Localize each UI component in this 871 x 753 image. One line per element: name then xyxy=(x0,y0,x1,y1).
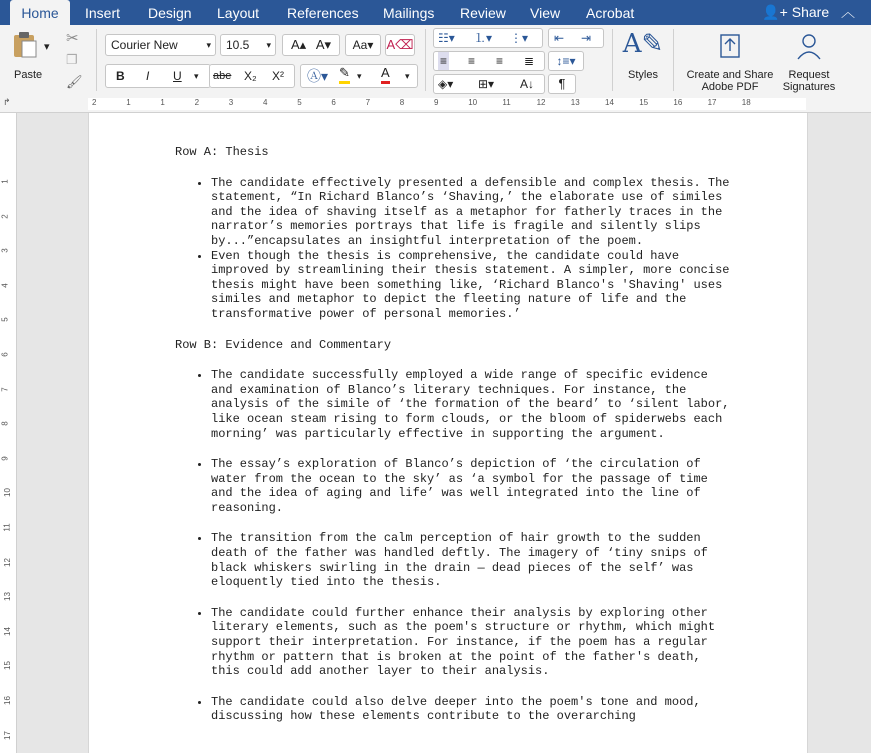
clear-formatting-button[interactable] xyxy=(385,34,415,56)
chevron-down-icon: ▾ xyxy=(266,40,271,50)
ruler-number: 6 xyxy=(0,352,10,357)
ruler-number: 17 xyxy=(2,730,12,740)
ruler-number: 2 xyxy=(92,98,97,107)
add-person-icon: 👤+ xyxy=(762,4,788,20)
ruler-number: 9 xyxy=(434,98,439,107)
ruler-number: 15 xyxy=(2,661,12,671)
text-effects-group xyxy=(300,64,418,88)
ruler-number: 12 xyxy=(2,557,12,567)
font-grow-shrink-group xyxy=(282,34,340,56)
align-right-icon[interactable]: ≡ xyxy=(496,54,504,68)
list-item: • The candidate successfully employed a wide range of specific evidence and examination of Blanco’s literary techniques. For instance, the analysis of the simile of ‘the formation of the beard’ to ‘silent labor, like ocean steam rising to form clouds, or the bloom of spiderwebs each morning’ was particularly effective in supporting the argument. xyxy=(211,368,735,441)
increase-indent-icon[interactable]: ⇥ xyxy=(581,31,592,45)
styles-button[interactable] xyxy=(620,29,666,91)
horizontal-ruler[interactable] xyxy=(0,96,871,113)
indent-group xyxy=(548,28,604,48)
format-painter-icon[interactable]: 🖌 xyxy=(66,74,83,89)
list-item: • The candidate could also delve deeper into the poem's tone and mood, discussing how these elements contribute to the overarching xyxy=(211,695,735,724)
ruler-number: 5 xyxy=(0,317,10,323)
row-b-heading: Row B: Evidence and Commentary xyxy=(175,337,392,352)
tab-insert[interactable]: Insert xyxy=(85,5,121,21)
font-size-value: 10.5 xyxy=(226,38,250,52)
increase-font-size-icon[interactable]: A▴ xyxy=(290,37,307,52)
share-label: Share xyxy=(791,4,830,20)
line-spacing-icon: ↕≡▾ xyxy=(556,54,576,68)
tab-stop-icon[interactable]: ↱ xyxy=(3,97,11,107)
copy-icon[interactable]: ❐ xyxy=(66,52,78,67)
paste-button[interactable] xyxy=(10,31,46,59)
alignment-group xyxy=(433,51,545,71)
ruler-number: 10 xyxy=(2,488,12,498)
ruler-number: 16 xyxy=(673,98,683,107)
ruler-number: 7 xyxy=(365,98,371,107)
font-name-select[interactable] xyxy=(105,34,216,56)
create-share-pdf-button[interactable] xyxy=(684,29,776,93)
shading-icon[interactable]: ◈▾ xyxy=(438,77,454,91)
chevron-down-icon[interactable]: ▾ xyxy=(357,71,362,81)
chevron-down-icon[interactable]: ▾ xyxy=(194,71,199,81)
ruler-number: 1 xyxy=(160,98,165,107)
tab-references[interactable]: References xyxy=(287,5,359,21)
highlight-icon[interactable]: ✎ xyxy=(339,65,350,84)
ruler-number: 11 xyxy=(502,98,511,107)
ruler-number: 3 xyxy=(228,98,234,107)
list-item: • Even though the thesis is comprehensive, the candidate could have improved by streamlining their thesis statement. A simpler, more concise thesis might have been something like, ‘Richard Blanco's 'Shaving' uses similes and metaphor to depict the fleeting nature of life and the transformative power of personal memories.’ xyxy=(211,249,735,322)
ruler-number: 7 xyxy=(0,386,10,392)
pilcrow-icon: ¶ xyxy=(558,76,566,91)
request-signatures-button[interactable] xyxy=(778,29,840,93)
bold-button[interactable]: B xyxy=(116,69,125,83)
sort-icon[interactable]: A↓ xyxy=(520,77,535,91)
styles-icon: A✎ xyxy=(622,29,664,59)
ribbon-divider xyxy=(612,29,613,91)
row-b-list xyxy=(175,368,735,724)
cut-icon[interactable]: ✂ xyxy=(66,30,79,47)
tab-home[interactable]: Home xyxy=(10,0,70,25)
document-body[interactable] xyxy=(175,145,735,740)
change-case-button[interactable] xyxy=(345,34,381,56)
show-formatting-button[interactable] xyxy=(548,74,576,94)
ruler-number: 2 xyxy=(194,98,200,107)
row-a-heading: Row A: Thesis xyxy=(175,145,269,159)
tab-layout[interactable]: Layout xyxy=(217,5,260,21)
font-color-icon[interactable]: A xyxy=(381,65,390,84)
justify-icon[interactable]: ≣ xyxy=(524,54,535,68)
text-effects-icon[interactable]: Ⓐ▾ xyxy=(307,68,329,84)
tab-mailings[interactable]: Mailings xyxy=(383,5,435,21)
ruler-number: 17 xyxy=(707,98,717,107)
list-item: • The essay’s exploration of Blanco’s depiction of ‘the circulation of water from the ocean to the sky’ as ‘a symbol for the passage of time and the idea of aging and life’ was well integrated into the line of reasoning. xyxy=(211,457,735,515)
list-buttons-group xyxy=(433,28,543,48)
document-page[interactable] xyxy=(88,113,808,753)
list-item: • The transition from the calm perception of hair growth to the sudden death of the father was handled deftly. The imagery of ‘tiny snips of black whiskers swirling in the drain — dead pieces of the self’ was eloquently tied into the thesis. xyxy=(211,531,735,589)
ruler-number: 13 xyxy=(570,98,580,107)
ruler-number: 13 xyxy=(2,592,12,602)
chevron-down-icon[interactable]: ▾ xyxy=(405,71,410,81)
tab-acrobat[interactable]: Acrobat xyxy=(586,5,635,21)
paste-dropdown-icon[interactable]: ▾ xyxy=(44,41,50,53)
ruler-number: 3 xyxy=(0,248,10,253)
ruler-number: 1 xyxy=(0,179,10,184)
ruler-number: 2 xyxy=(0,213,10,219)
request-sig-label-1: Request xyxy=(788,69,830,81)
ruler-number: 4 xyxy=(263,98,268,107)
tab-review[interactable]: Review xyxy=(460,5,506,21)
change-case-icon: Aa▾ xyxy=(352,38,374,52)
superscript-button[interactable]: X² xyxy=(272,69,284,83)
decrease-font-size-icon[interactable]: A▾ xyxy=(315,37,332,52)
signature-icon xyxy=(778,29,840,63)
ruler-number: 18 xyxy=(741,98,751,107)
list-item: • The candidate effectively presented a defensible and complex thesis. The statement, “In Richard Blanco’s ‘Shaving,’ the elaborate use of similes and the idea of shaving itself as a metaphor for fatherly traces in the narrator’s memories portrays that life is fragile and silently slips by...”encapsulates an insightful interpretation of the poem. xyxy=(211,176,735,249)
share-pdf-icon xyxy=(684,29,776,63)
clipboard-icon xyxy=(10,31,40,59)
align-center-icon[interactable]: ≡ xyxy=(468,54,476,68)
ribbon-divider xyxy=(673,29,674,91)
text-format-group xyxy=(105,64,211,88)
shading-borders-group xyxy=(433,74,545,94)
ruler-number: 10 xyxy=(468,98,478,107)
ruler-number: 14 xyxy=(605,98,614,107)
ruler-number: 14 xyxy=(2,626,12,636)
ruler-number: 15 xyxy=(639,98,649,107)
ruler-number: 11 xyxy=(2,523,12,532)
ribbon-divider xyxy=(96,29,97,91)
request-sig-label-2: Signatures xyxy=(782,81,836,93)
multilevel-list-icon[interactable]: ⋮▾ xyxy=(510,31,529,45)
ruler-number: 5 xyxy=(297,98,302,107)
list-item: • The candidate could further enhance their analysis by exploring other literary elements, such as the poem's structure or rhythm, which might support their interpretation. For instance, if the poem has a regular rhythm or pattern that is broken at the point of the father's death, this could add another layer to their analysis. xyxy=(211,606,735,679)
ruler-number: 8 xyxy=(399,98,405,107)
ruler-number: 8 xyxy=(0,421,10,426)
tab-design[interactable]: Design xyxy=(148,5,192,21)
decrease-indent-icon[interactable]: ⇤ xyxy=(554,31,565,45)
ruler-number: 12 xyxy=(536,98,546,107)
underline-button[interactable]: U xyxy=(173,69,182,83)
styles-label: Styles xyxy=(628,69,658,81)
create-share-label-1: Create and Share xyxy=(686,69,774,81)
font-name-value: Courier New xyxy=(111,38,178,52)
strikethrough-button[interactable]: abe xyxy=(213,70,232,82)
chevron-down-icon: ▾ xyxy=(206,40,211,50)
ruler-number: 6 xyxy=(331,98,336,107)
create-share-label-2: Adobe PDF xyxy=(701,81,759,93)
share-button[interactable] xyxy=(762,0,855,25)
ruler-number: 4 xyxy=(0,283,10,288)
numbering-icon[interactable]: ⒈▾ xyxy=(474,31,493,45)
ribbon-divider xyxy=(425,29,426,91)
ruler-number: 9 xyxy=(0,456,10,461)
borders-icon[interactable]: ⊞▾ xyxy=(478,77,495,91)
italic-button[interactable]: I xyxy=(146,69,150,83)
subscript-button[interactable]: X₂ xyxy=(244,69,257,83)
ruler-number: 1 xyxy=(126,98,131,107)
tab-view[interactable]: View xyxy=(530,5,561,21)
align-left-icon[interactable]: ≡ xyxy=(440,54,448,68)
collapse-ribbon-icon[interactable]: ︿ xyxy=(841,4,855,20)
paste-label: Paste xyxy=(14,69,43,81)
text-format-group-2 xyxy=(209,64,295,88)
bullets-icon[interactable]: ☷▾ xyxy=(438,31,455,45)
row-a-list xyxy=(175,176,735,322)
ruler-number: 16 xyxy=(2,696,12,705)
font-size-select[interactable] xyxy=(220,34,276,56)
line-spacing-button[interactable] xyxy=(548,51,584,71)
vertical-ruler[interactable] xyxy=(0,113,17,753)
eraser-icon: A⌫ xyxy=(386,37,414,52)
ribbon-toolbar xyxy=(0,25,871,97)
ribbon-tab-bar xyxy=(0,0,871,25)
